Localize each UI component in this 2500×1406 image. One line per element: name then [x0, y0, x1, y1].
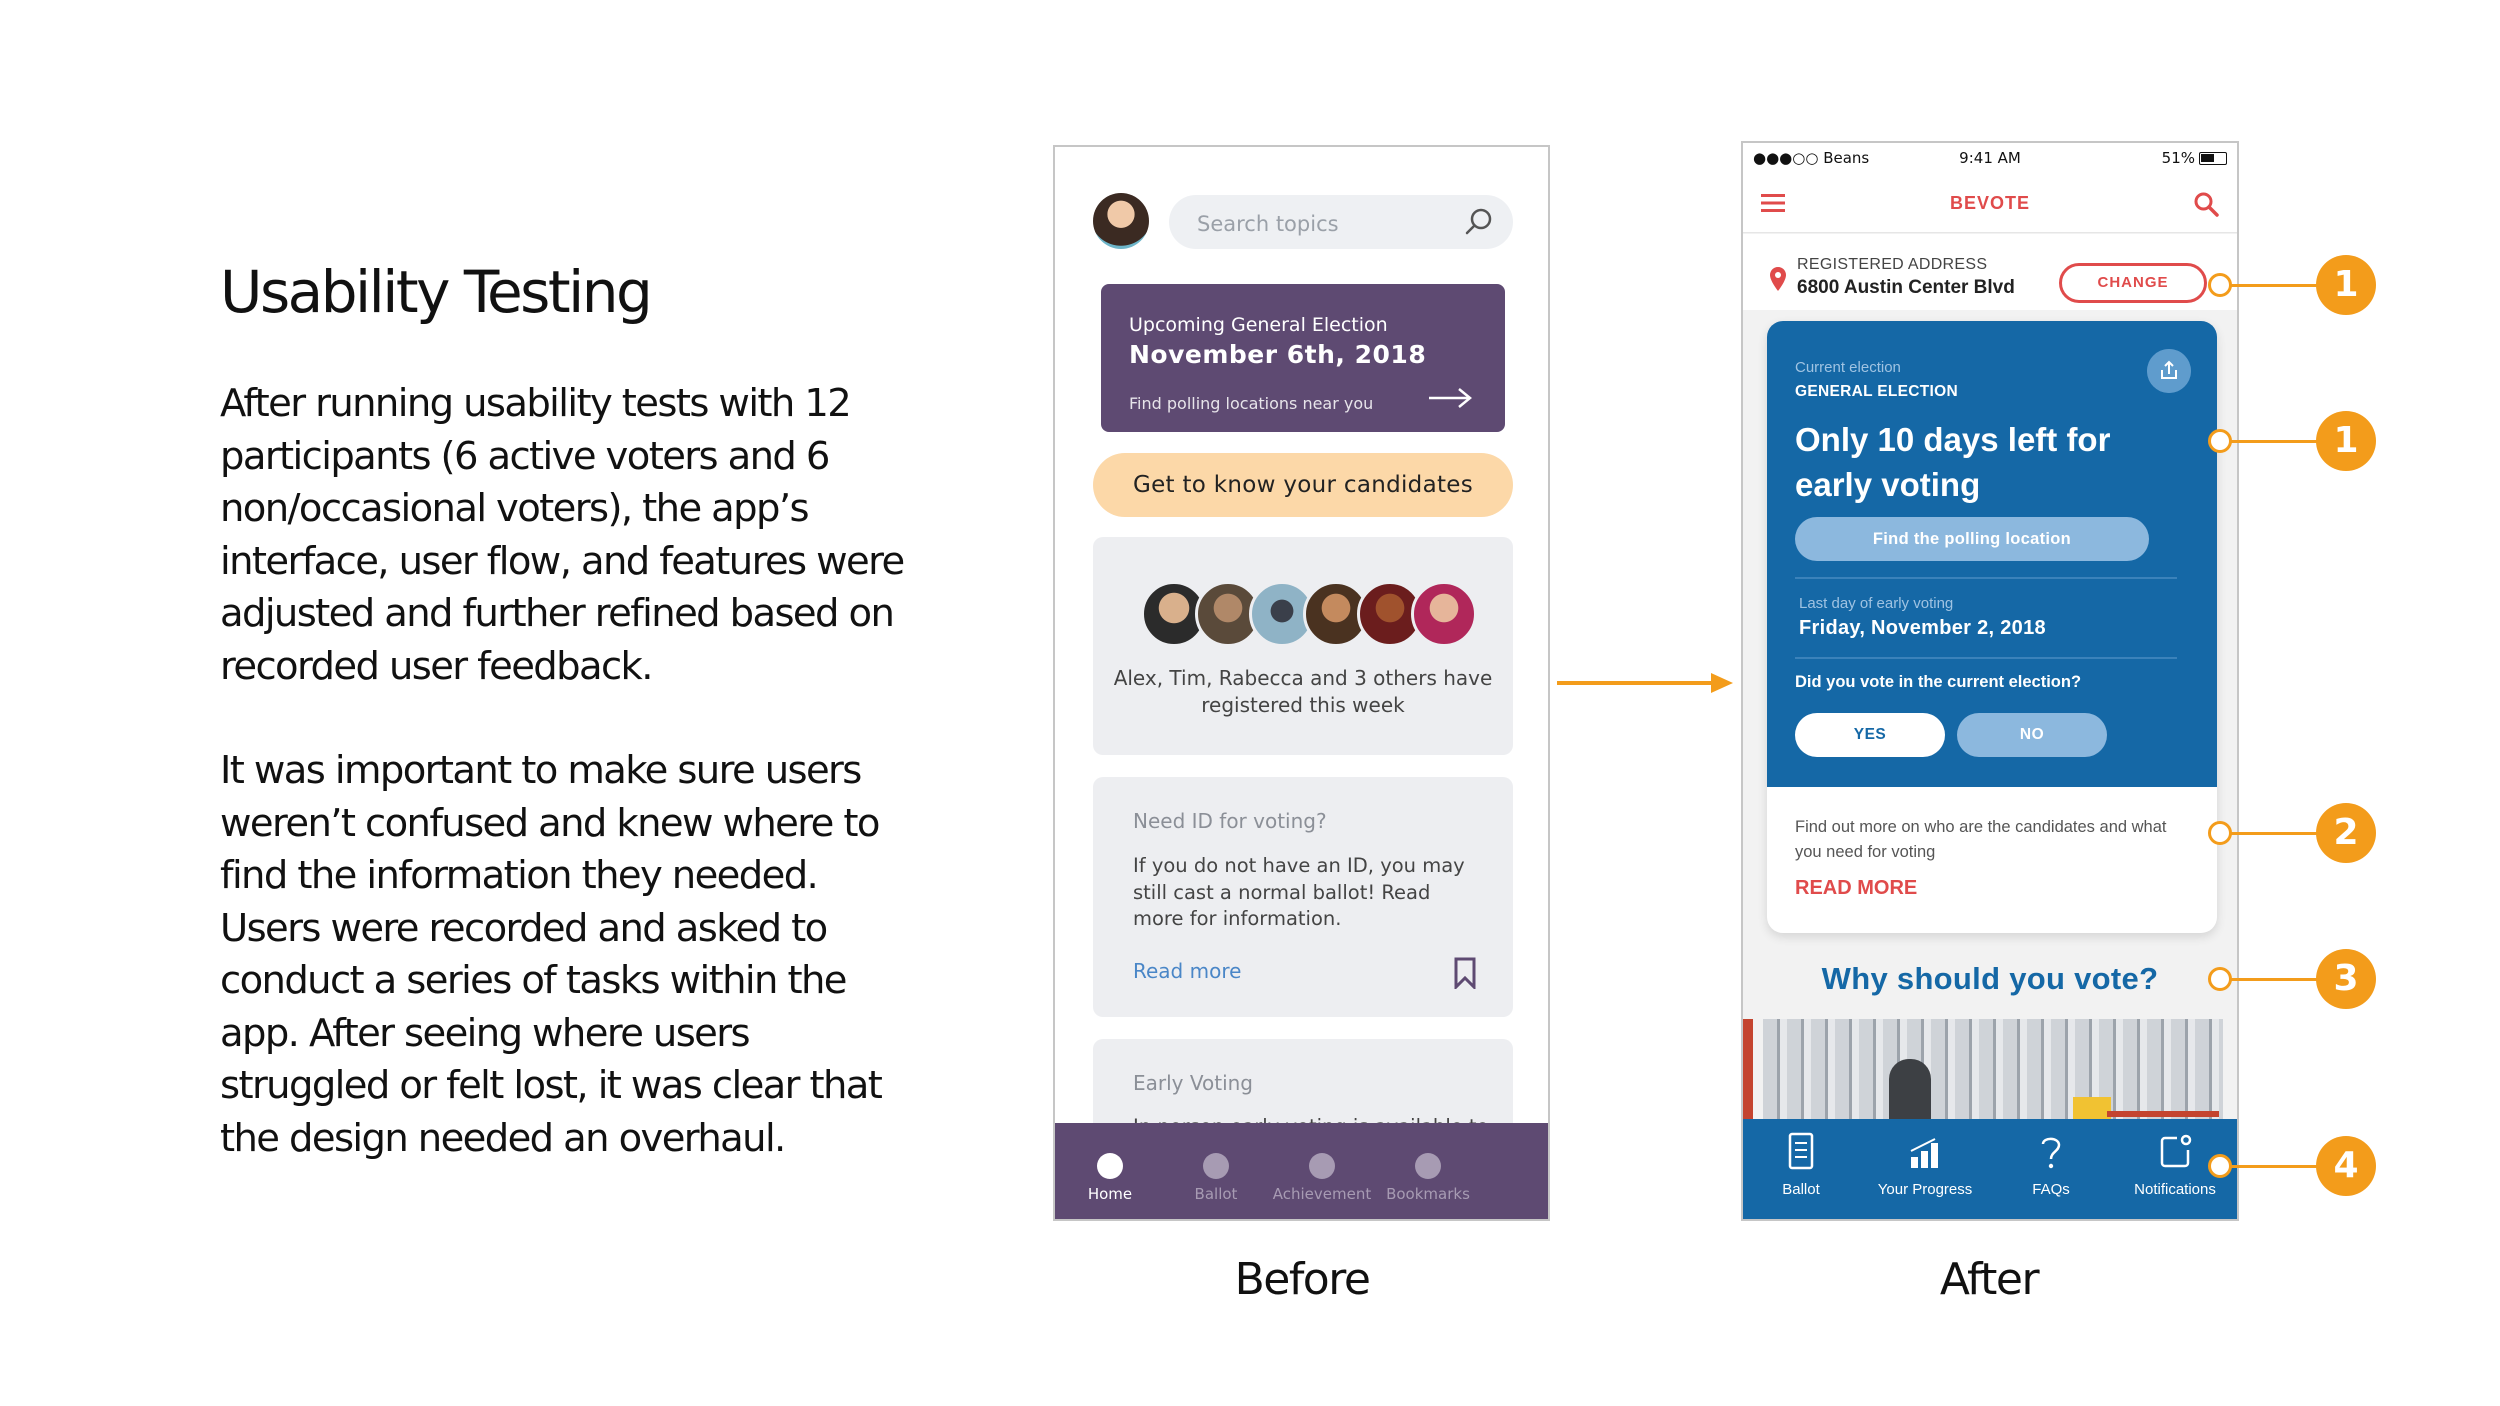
- bookmarks-icon: [1415, 1153, 1441, 1179]
- share-icon[interactable]: [2147, 349, 2191, 393]
- battery-level: 51%: [2161, 149, 2195, 167]
- callout-badge: 1: [2316, 255, 2376, 315]
- divider: [1795, 577, 2177, 579]
- callout-badge: 1: [2316, 411, 2376, 471]
- tab-faqs[interactable]: [1991, 1131, 2111, 1198]
- last-day-label: Last day of early voting: [1799, 595, 1954, 612]
- after-caption: After: [1939, 1254, 2039, 1305]
- callout-ring: [2208, 967, 2232, 991]
- location-pin-icon: [1769, 266, 1787, 292]
- election-kicker: Current election: [1795, 359, 1901, 376]
- search-placeholder: Search topics: [1197, 212, 1339, 236]
- callout-badge: 2: [2316, 803, 2376, 863]
- nav-label: Achievement: [1272, 1185, 1372, 1203]
- address-label: REGISTERED ADDRESS: [1797, 256, 1988, 273]
- search-icon[interactable]: [2193, 191, 2219, 217]
- callout-badge: 4: [2316, 1136, 2376, 1196]
- polling-link[interactable]: Find polling locations near you: [1129, 394, 1374, 413]
- question-mark-icon: [2031, 1131, 2071, 1173]
- find-polling-location-button[interactable]: Find the polling location: [1795, 517, 2149, 561]
- candidates-info-text: Find out more on who are the candidates and what you need for voting: [1795, 818, 2167, 861]
- election-kicker: Upcoming General Election: [1129, 314, 1388, 336]
- notification-icon: [2155, 1131, 2195, 1173]
- election-panel: [1767, 321, 2217, 787]
- before-phone-mockup: [1053, 145, 1550, 1221]
- no-button[interactable]: NO: [1957, 713, 2107, 757]
- why-vote-heading: Why should you vote?: [1821, 961, 2159, 996]
- intro-paragraph-1: After running usability tests with 12 participants (6 active voters and 6 non/occasional voters), the app’s interface, user flow, and features were adjusted and further refined based on recorded user feedback.: [220, 381, 904, 689]
- callout-line: [2222, 284, 2322, 287]
- home-icon: [1097, 1153, 1123, 1179]
- achievement-icon: [1309, 1153, 1335, 1179]
- callout-ring: [2208, 273, 2232, 297]
- arrow-right-icon[interactable]: [1427, 386, 1473, 410]
- callout-ring: [2208, 821, 2232, 845]
- friend-avatars: [1141, 581, 1481, 647]
- id-card-title: Need ID for voting?: [1133, 809, 1327, 833]
- clock: 9:41 AM: [1959, 149, 2021, 167]
- nav-item-bookmarks[interactable]: [1373, 1153, 1483, 1203]
- callout-line: [2222, 978, 2322, 981]
- progress-chart-icon: [1905, 1131, 1945, 1173]
- avatar: [1411, 581, 1477, 647]
- early-voting-headline: Only 10 days left for early voting: [1795, 421, 2111, 503]
- after-phone-mockup: [1741, 141, 2239, 1221]
- callout-line: [2222, 832, 2322, 835]
- arrow-right-icon: [1557, 670, 1733, 696]
- bookmark-icon[interactable]: [1453, 957, 1477, 989]
- nav-item-home[interactable]: [1055, 1153, 1165, 1203]
- tab-label: Ballot: [1782, 1181, 1820, 1198]
- bottom-nav: [1055, 1123, 1548, 1219]
- tab-label: Notifications: [2134, 1181, 2216, 1198]
- app-header: [1743, 173, 2237, 233]
- tab-bar: [1743, 1119, 2237, 1219]
- photo-rail: [2107, 1111, 2219, 1117]
- ballot-icon: [1781, 1131, 1821, 1173]
- tab-label: Your Progress: [1877, 1181, 1973, 1198]
- user-avatar[interactable]: [1093, 193, 1149, 249]
- id-card-body: If you do not have an ID, you may still cast a normal ballot! Read more for information.: [1133, 854, 1465, 930]
- nav-label: Bookmarks: [1386, 1185, 1470, 1203]
- callout-line: [2222, 440, 2322, 443]
- registered-text: Alex, Tim, Rabecca and 3 others have registered this week: [1113, 666, 1493, 717]
- vote-question: Did you vote in the current election?: [1795, 673, 2082, 691]
- upcoming-election-card[interactable]: [1101, 284, 1505, 432]
- section-title: Usability Testing: [220, 258, 651, 326]
- address-value: 6800 Austin Center Blvd: [1797, 277, 2015, 298]
- tab-ballot[interactable]: [1741, 1131, 1861, 1198]
- last-day-value: Friday, November 2, 2018: [1799, 617, 2046, 639]
- nav-item-achievement[interactable]: [1267, 1153, 1377, 1203]
- callout-ring: [2208, 429, 2232, 453]
- know-candidates-button[interactable]: Get to know your candidates: [1093, 453, 1513, 517]
- registered-friends-card: [1093, 537, 1513, 755]
- intro-section: [220, 258, 920, 1165]
- ballot-icon: [1203, 1153, 1229, 1179]
- yes-button[interactable]: YES: [1795, 713, 1945, 757]
- registered-address: [1743, 234, 2237, 310]
- nav-label: Home: [1087, 1185, 1133, 1203]
- callout-line: [2222, 1165, 2322, 1168]
- callout-ring: [2208, 1154, 2232, 1178]
- search-input[interactable]: [1169, 195, 1513, 249]
- battery-icon: [2199, 152, 2227, 165]
- before-caption: Before: [1234, 1254, 1370, 1305]
- nav-label: Ballot: [1194, 1185, 1238, 1203]
- early-voting-title: Early Voting: [1133, 1071, 1253, 1095]
- callout-badge: 3: [2316, 949, 2376, 1009]
- voter-id-card: [1093, 777, 1513, 1017]
- current-election-card: [1767, 321, 2217, 933]
- why-vote-photo: [1763, 1019, 2223, 1131]
- app-logo: BEVOTE: [1949, 193, 2030, 213]
- election-name: GENERAL ELECTION: [1795, 383, 1958, 400]
- election-date: November 6th, 2018: [1129, 340, 1427, 369]
- tab-your-progress[interactable]: [1865, 1131, 1985, 1198]
- divider: [1795, 657, 2177, 659]
- photo-edge: [1743, 1019, 1753, 1131]
- tab-label: FAQs: [2032, 1181, 2070, 1198]
- change-address-button[interactable]: CHANGE: [2059, 263, 2207, 303]
- status-bar: [1743, 143, 2237, 173]
- intro-paragraph-2: It was important to make sure users weren’t confused and knew where to find the information they needed. Users were recorded and asked to conduct a series of tasks within the app. After seeing where users struggled or felt lost, it was clear that the design needed an overhaul.: [220, 748, 882, 1161]
- read-more-link[interactable]: READ MORE: [1795, 877, 1918, 899]
- nav-item-ballot[interactable]: [1161, 1153, 1271, 1203]
- search-icon[interactable]: [1463, 206, 1495, 238]
- read-more-link[interactable]: Read more: [1133, 959, 1242, 983]
- carrier: ●●●○○ Beans: [1753, 149, 1870, 167]
